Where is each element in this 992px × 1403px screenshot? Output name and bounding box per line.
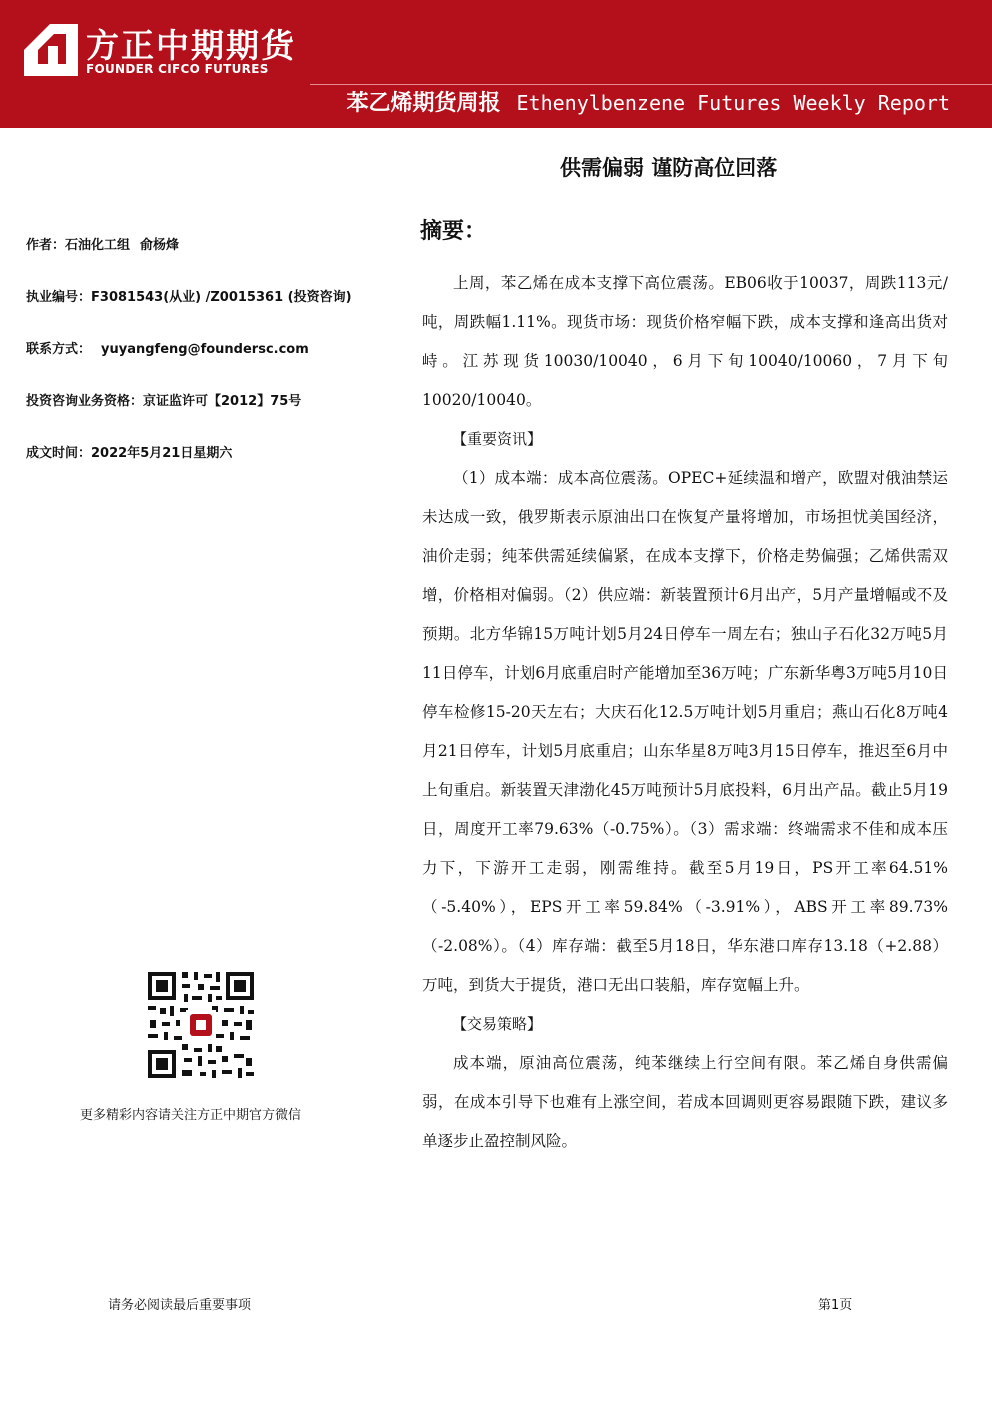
contact-label: 联系方式： — [26, 342, 92, 357]
contact-email[interactable]: yuyangfeng@foundersc.com — [101, 342, 309, 357]
qualification-value: 京证监许可【2012】75号 — [143, 394, 302, 409]
qr-caption: 更多精彩内容请关注方正中期官方微信 — [80, 1108, 302, 1123]
headline: 供需偏弱 谨防高位回落 — [560, 156, 778, 180]
abstract-paragraph-strategy: 成本端，原油高位震荡，纯苯继续上行空间有限。苯乙烯自身供需偏弱，在成本引导下也难有上涨空间，若成本回调则更容易跟随下跌，建议多单逐步止盈控制风险。 — [422, 1054, 948, 1150]
section-heading-news: 【重要资讯】 — [452, 430, 543, 448]
meta-author — [26, 234, 179, 253]
header-divider — [310, 84, 992, 85]
author-label: 作者： — [26, 238, 66, 253]
report-title-cn: 苯乙烯期货周报 — [346, 91, 501, 116]
report-title — [347, 86, 951, 117]
footer-notice: 请务必阅读最后重要事项 — [108, 1298, 252, 1313]
license-label: 执业编号： — [26, 290, 92, 305]
abstract-body — [422, 264, 948, 1161]
author-name: 俞杨烽 — [140, 238, 180, 253]
page-number: 第1页 — [818, 1298, 853, 1313]
section-heading-strategy: 【交易策略】 — [452, 1015, 543, 1033]
abstract-paragraph-news: （1）成本端：成本高位震荡。OPEC+延续温和增产，欧盟对俄油禁运未达成一致，俄罗斯表示原油出口在恢复产量将增加，市场担忧美国经济，油价走弱；纯苯供需延续偏紧，在成本支撑下，价格走势偏强；乙烯供需双增，价格相对偏弱。（2）供应端：新装置预计6月出产，5月产量增幅或不及预期。北方华锦15万吨计划5月24日停车一周左右；独山子石化32万吨5月11日停车，计划6月底重启时产能增加至36万吨；广东新华粤3万吨5月10日停车检修15-20天左右；大庆石化12.5万吨计划5月重启；燕山石化8万吨4月21日停车，计划5月底重启；山东华星8万吨3月15日停车，推迟至6月中上旬重启。新装置天津渤化45万吨预计5月底投料，6月出产品。截止5月19日，周度开工率79.63%（-0.75%）。（3）需求端：终端需求不佳和成本压力下，下游开工走弱，刚需维持。截至5月19日，PS开工率64.51%（-5.40%），EPS开工率59.84%（-3.91%），ABS开工率89.73%（-2.08%）。（4）库存端：截至5月18日，华东港口库存13.18（+2.88）万吨，到货大于提货，港口无出口装船，库存宽幅上升。 — [422, 469, 948, 994]
founder-logo-icon — [24, 24, 78, 76]
report-title-en: Ethenylbenzene Futures Weekly Report — [516, 91, 950, 115]
license-value: F3081543(从业) /Z0015361 (投资咨询) — [91, 290, 352, 305]
qualification-label: 投资咨询业务资格： — [26, 394, 144, 409]
meta-contact — [26, 338, 309, 357]
wechat-qr-code-icon — [146, 970, 256, 1080]
date-label: 成文时间： — [26, 446, 92, 461]
meta-qualification — [26, 390, 301, 409]
abstract-title: 摘要： — [420, 219, 487, 244]
meta-date — [26, 442, 232, 461]
abstract-paragraph-market: 上周，苯乙烯在成本支撑下高位震荡。EB06收于10037，周跌113元/吨，周跌幅1.11%。现货市场：现货价格窄幅下跌，成本支撑和逢高出货对峙。江苏现货10030/10040，6月下旬10040/10060，7月下旬10020/10040。 — [422, 274, 948, 409]
author-group: 石油化工组 — [65, 238, 131, 253]
brand-name-cn: 方正中期期货 — [86, 26, 296, 65]
page-header — [0, 0, 992, 128]
date-value: 2022年5月21日星期六 — [91, 446, 233, 461]
brand-name-en: FOUNDER CIFCO FUTURES — [86, 62, 269, 76]
meta-license — [26, 286, 352, 305]
